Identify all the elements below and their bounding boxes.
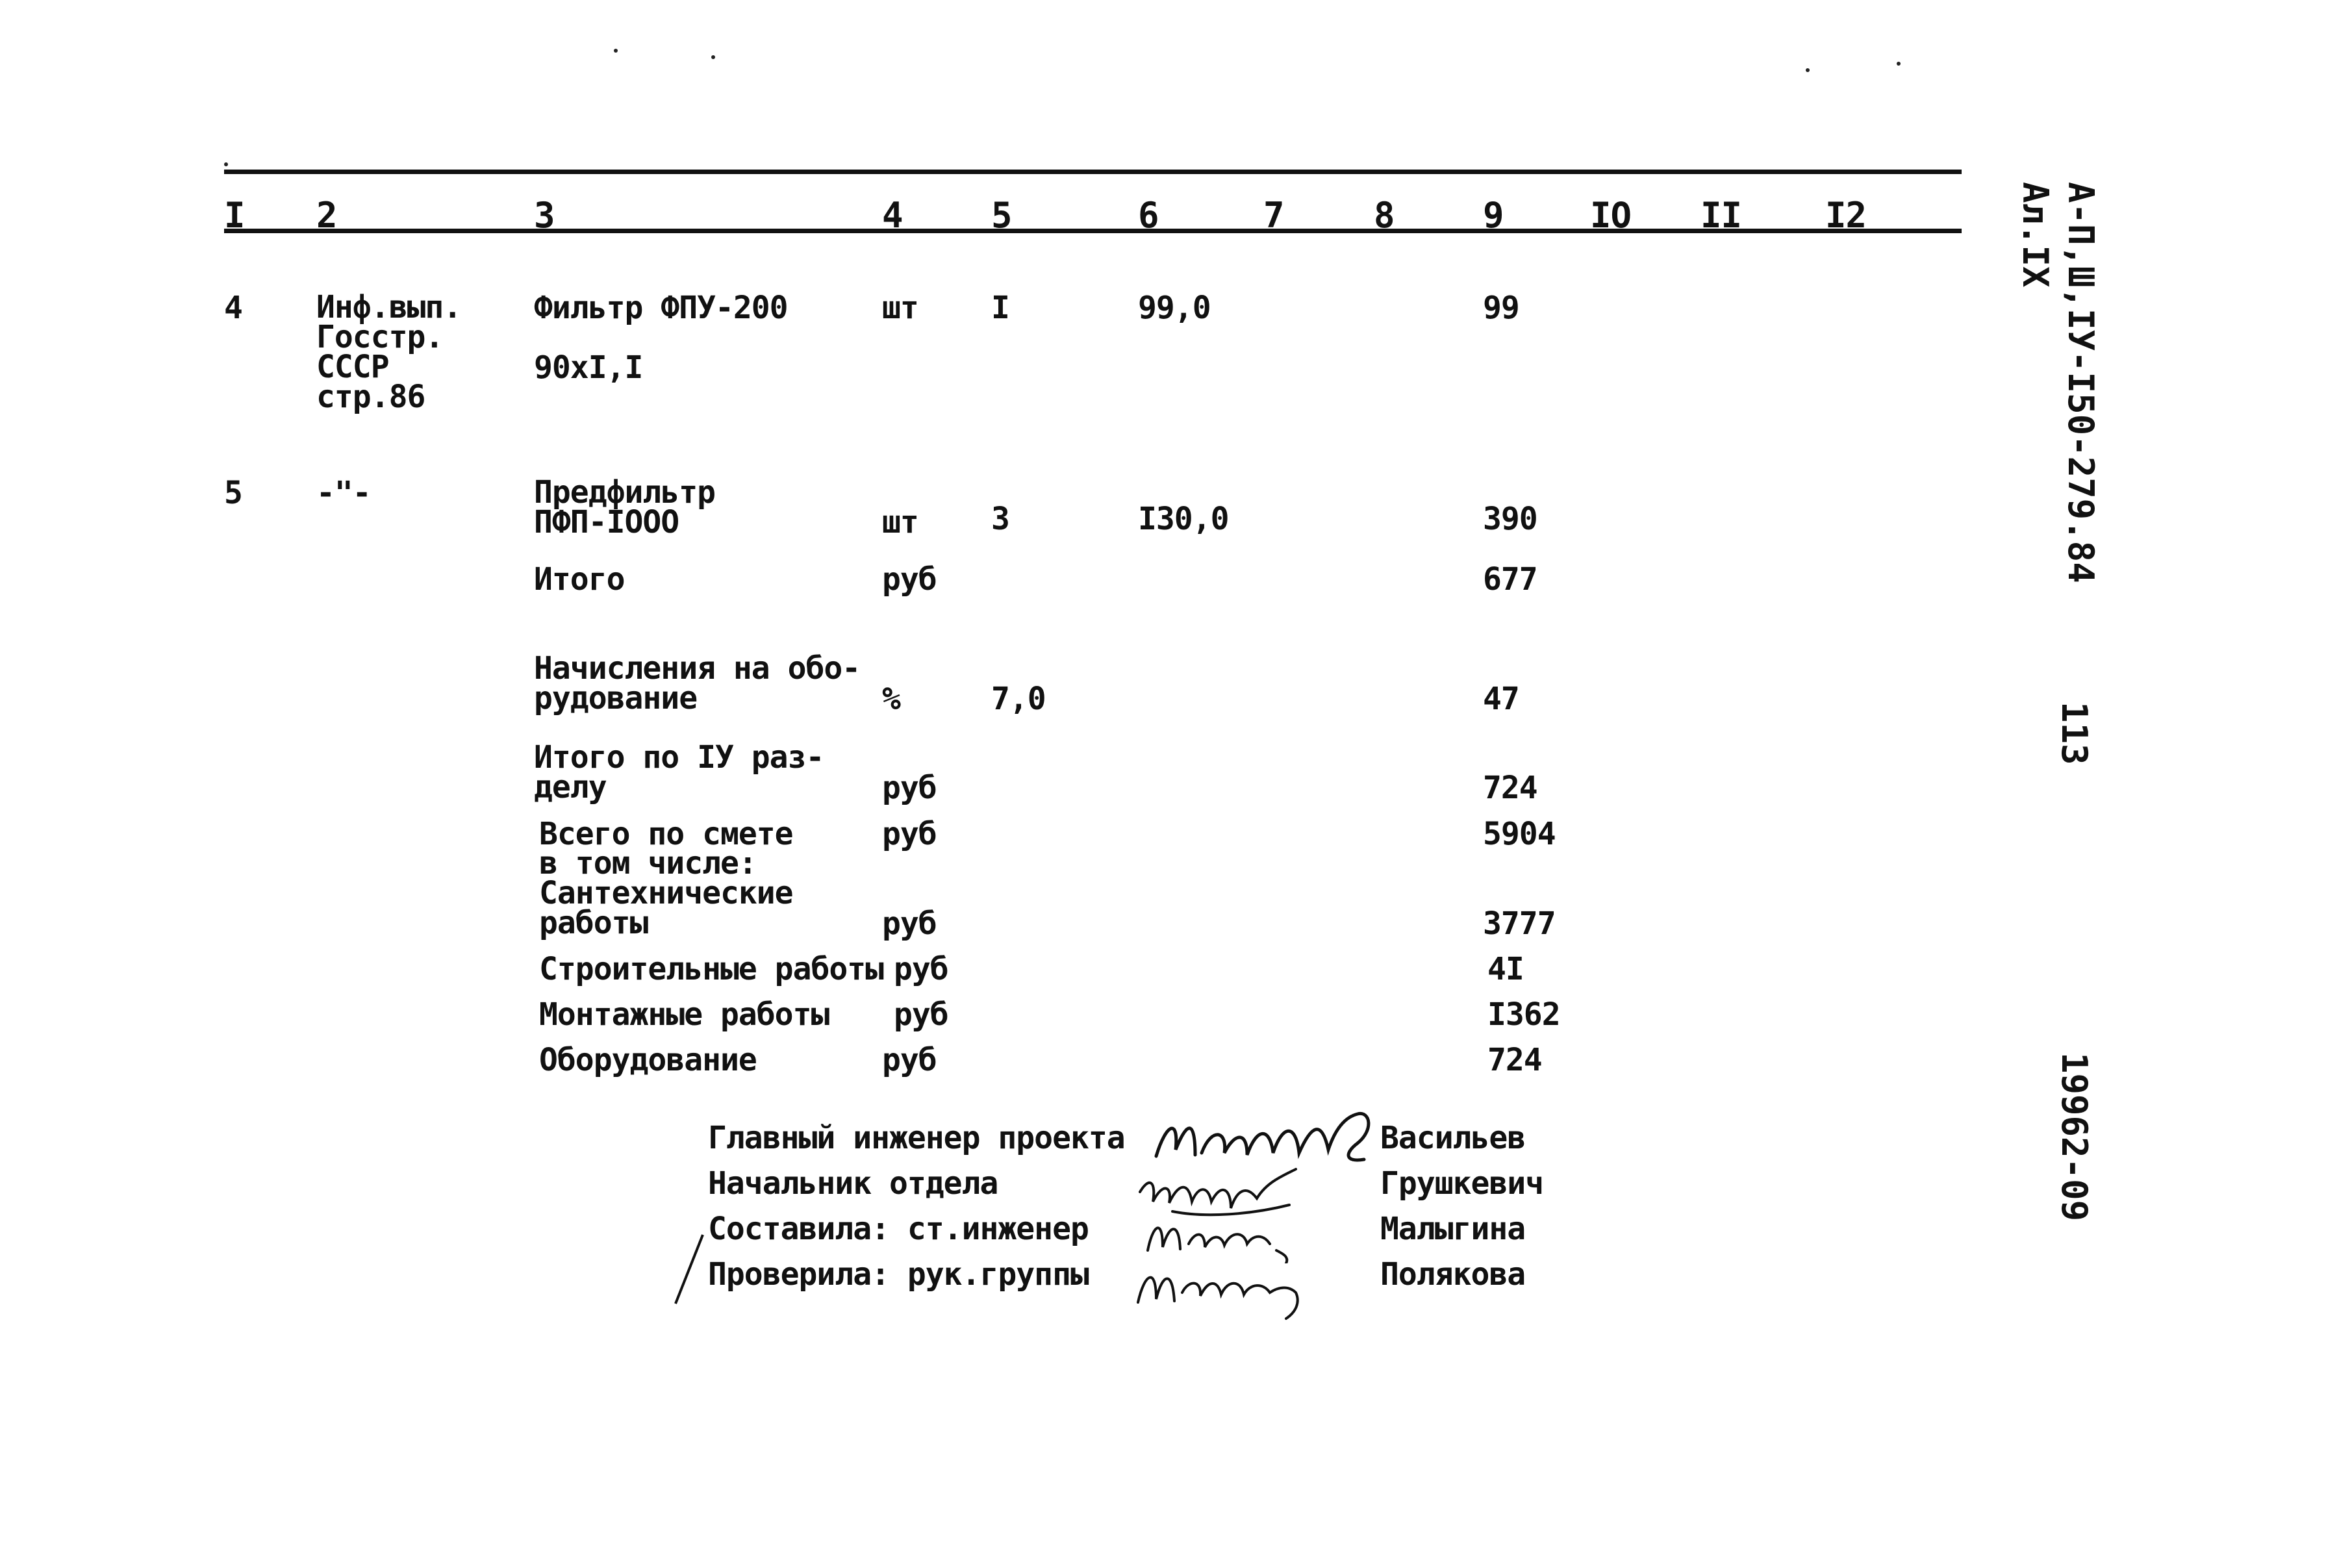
- label-line: в том числе:: [539, 845, 757, 881]
- summary-label: Монтажные работы: [539, 996, 829, 1033]
- label-line: рудование: [534, 680, 698, 716]
- signature-name: Малыгина: [1380, 1211, 1526, 1247]
- label-line: Сантехнические: [539, 875, 793, 911]
- name-line: ПФП-IООО: [534, 504, 679, 540]
- scan-speck: [614, 49, 618, 53]
- summary-unit: руб: [894, 951, 948, 987]
- summary-label: Итого: [534, 561, 625, 598]
- summary-total: 724: [1483, 770, 1537, 806]
- row-qty: 3: [991, 501, 1009, 537]
- summary-total: 677: [1483, 561, 1537, 598]
- row-qty: I: [991, 290, 1009, 326]
- row-source: [316, 289, 462, 415]
- row-source: -"-: [316, 475, 371, 511]
- summary-unit: руб: [882, 1042, 937, 1078]
- col-header-12: I2: [1825, 195, 1867, 236]
- source-line: СССР: [316, 349, 389, 385]
- summary-unit: руб: [882, 770, 937, 806]
- summary-unit: руб: [894, 996, 948, 1033]
- scan-speck: [1806, 68, 1810, 72]
- summary-label: [534, 739, 824, 805]
- col-header-7: 7: [1263, 195, 1284, 236]
- summary-total: 5904: [1483, 816, 1556, 852]
- signature-name: Грушкевич: [1380, 1165, 1544, 1202]
- label-line: делу: [534, 769, 607, 805]
- col-header-9: 9: [1483, 195, 1504, 236]
- summary-label: Всего по смете: [539, 816, 793, 852]
- margin-album-code: А-П,Ш,IУ-I50-279.84: [2060, 182, 2101, 583]
- source-line: Инф.вып.: [316, 289, 462, 325]
- col-header-10: IO: [1590, 195, 1632, 236]
- label-line: Итого по IУ раз-: [534, 739, 824, 776]
- signature-name: Васильев: [1380, 1120, 1526, 1156]
- signature-scribble-checker: [1130, 1250, 1319, 1322]
- summary-label: Оборудование: [539, 1042, 757, 1078]
- row-number: 4: [224, 290, 242, 326]
- margin-album-number: Ал.IX: [2015, 182, 2056, 288]
- margin-page-number: 113: [2054, 702, 2095, 765]
- summary-unit: руб: [882, 561, 937, 598]
- scan-speck: [224, 162, 228, 166]
- col-header-1: I: [224, 195, 245, 236]
- source-line: стр.86: [316, 379, 425, 415]
- summary-unit: %: [882, 681, 900, 717]
- row-price: I30,0: [1138, 501, 1229, 537]
- row-name-detail: 90хI,I: [534, 349, 643, 386]
- source-line: Госстр.: [316, 319, 444, 355]
- row-total: 99: [1483, 290, 1519, 326]
- signature-role: Проверила: рук.группы: [708, 1256, 1089, 1293]
- name-line: Предфильтр: [534, 474, 715, 511]
- top-rule: [224, 170, 1962, 174]
- margin-slash-mark: [669, 1231, 708, 1309]
- signature-role: Главный инженер проекта: [708, 1120, 1125, 1156]
- col-header-5: 5: [991, 195, 1012, 236]
- row-price: 99,0: [1138, 290, 1211, 326]
- signature-name: Полякова: [1380, 1256, 1526, 1293]
- row-number: 5: [224, 475, 242, 511]
- signature-role: Составила: ст.инженер: [708, 1211, 1089, 1247]
- col-header-3: 3: [534, 195, 555, 236]
- summary-qty: 7,0: [991, 681, 1046, 717]
- col-header-2: 2: [316, 195, 337, 236]
- label-line: работы: [539, 905, 648, 941]
- scan-speck: [1897, 62, 1901, 66]
- col-header-8: 8: [1374, 195, 1395, 236]
- summary-unit: руб: [882, 905, 937, 942]
- summary-label: Строительные работы: [539, 951, 884, 987]
- row-unit: шт: [882, 290, 918, 326]
- row-total: 390: [1483, 501, 1537, 537]
- summary-total: 3777: [1483, 905, 1556, 942]
- summary-unit: руб: [882, 816, 937, 852]
- label-line: Начисления на обо-: [534, 650, 861, 687]
- col-header-6: 6: [1138, 195, 1159, 236]
- summary-label: [534, 650, 861, 716]
- summary-total: 4I: [1487, 951, 1524, 987]
- summary-total: 724: [1487, 1042, 1542, 1078]
- col-header-4: 4: [882, 195, 903, 236]
- summary-total: I362: [1487, 996, 1560, 1033]
- row-name: [534, 474, 715, 540]
- col-header-11: II: [1700, 195, 1742, 236]
- scan-speck: [711, 55, 715, 59]
- row-name: Фильтр ФПУ-200: [534, 290, 788, 326]
- margin-document-number: 19962-09: [2054, 1052, 2095, 1222]
- summary-total: 47: [1483, 681, 1519, 717]
- summary-label: [539, 845, 793, 941]
- row-unit: шт: [882, 504, 918, 540]
- signature-role: Начальник отдела: [708, 1165, 998, 1202]
